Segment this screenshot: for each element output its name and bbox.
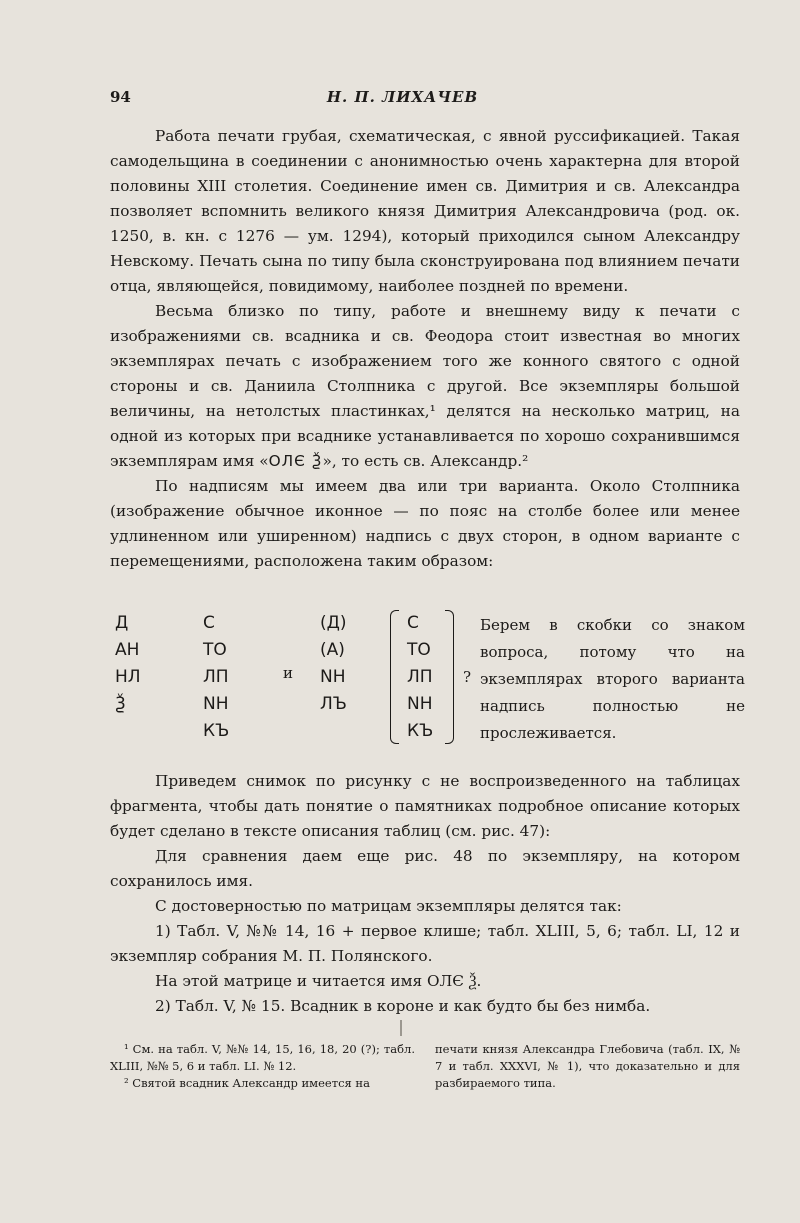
old-slavonic-name: ОЛЄ Ѯ [268,452,323,470]
scan-mark [400,1020,402,1036]
paragraph: 2) Табл. V, № 15. Всадник в короне и как будто бы без нимба. [155,997,651,1015]
table-cell: КЪ [203,721,230,741]
table-cell: ТО [407,640,431,660]
table-cell: (Д) [320,613,347,633]
conjunction: и [283,664,293,682]
footnote-continuation: печати князя Александра Глебовича (табл. IX, № 7 и табл. XXXVI, № 1), что доказательно и для разбираемого типа. [435,1042,740,1090]
body-text-bottom [110,769,740,1019]
name-suffix: », то есть св. Александр.² [322,452,529,470]
table-cell: ЛП [407,667,433,687]
table-cell: NН [407,694,433,714]
paragraph: Весьма близко по типу, работе и внешнему виду к печати с изображениями св. всадника и св. Феодора стоит известная во многих экземплярах печать с изображением того же конного святого с одной стороны и св. Даниила Столпника с другой. Все экземпляры большой величины, на нетолстых пластинках,¹ делятся на несколько матриц, на одной из которых при всаднике устанавливается по хорошо сохранившимся экземплярам имя «ОЛЄ Ѯ», то есть св. Александр.² [110,302,740,470]
table-cell: КЪ [407,721,434,741]
running-head-author: Н. П. ЛИХАЧЕВ [326,88,479,106]
table-cell: NН [320,667,346,687]
left-brace [390,610,399,744]
table-side-note: Берем в скобки со знаком вопроса, потому что на экземплярах второго варианта надпись полностью не прослеживается. [480,616,745,742]
footnote: ² Святой всадник Александр имеется на [124,1076,370,1090]
table-cell: С [203,613,215,633]
table-cell: ЛП [203,667,229,687]
paragraph: Для сравнения даем еще рис. 48 по экземпляру, на котором сохранилось имя. [110,847,740,890]
inscription-table [115,610,745,750]
paragraph: Работа печати грубая, схематическая, с явной руссификацией. Такая самодельщина в соединении с анонимностью очень характерна для второй половины XIII столетия. Соединение имен св. Димитрия и св. Александра позволяет вспомнить великого князя Димитрия Александровича (род. ок. 1250, в. кн. с 1276 — ум. 1294), который приходился сыном Александру Невскому. Печать сына по типу была сконструирована под влиянием печати отца, являющейся, повидимому, наиболее поздней по времени. [110,127,740,295]
right-brace [445,610,454,744]
table-cell [115,718,141,745]
footnote: ¹ См. на табл. V, №№ 14, 15, 16, 18, 20 (?); табл. XLIII, №№ 5, 6 и табл. LI. № 12. [110,1042,415,1073]
table-cell: ТО [203,640,227,660]
inscription-column-4 [407,610,433,745]
table-cell [320,718,347,745]
paragraph: 1) Табл. V, №№ 14, 16 + первое клише; табл. XLIII, 5, 6; табл. LI, 12 и экземпляр собрания М. П. Полянского. [110,922,740,965]
paragraph: Приведем снимок по рисунку с не воспроизведенного на таблицах фрагмента, чтобы дать понятие о памятниках подробное описание которых будет сделано в тексте описания таблиц (см. рис. 47): [110,772,740,840]
table-cell: ЛЪ [320,694,347,714]
page-number: 94 [110,88,131,106]
table-cell: NН [203,694,229,714]
question-mark: ? [463,668,472,686]
table-cell: НЛ [115,667,141,687]
paragraph: По надписям мы имеем два или три варианта. Около Столпника (изображение обычное иконное — по пояс на столбе более или менее удлиненном или уширенном) надпись с двух сторон, в одном варианте с перемещениями, расположена таким образом: [110,477,740,570]
footnote-column-left [110,1041,415,1092]
table-cell: АН [115,640,140,660]
inscription-column-1 [115,610,141,745]
footnote-column-right [435,1041,740,1092]
table-cell: (А) [320,640,345,660]
inscription-column-2 [203,610,229,745]
table-cell: С [407,613,419,633]
table-cell: Ѯ [115,694,126,714]
body-text-top [110,124,740,574]
inscription-column-3 [320,610,347,745]
table-cell: Д [115,613,129,633]
paragraph: На этой матрице и читается имя ОЛЄ Ѯ. [155,972,482,990]
paragraph: С достоверностью по матрицам экземпляры делятся так: [155,897,622,915]
name-prefix: « [259,452,269,470]
